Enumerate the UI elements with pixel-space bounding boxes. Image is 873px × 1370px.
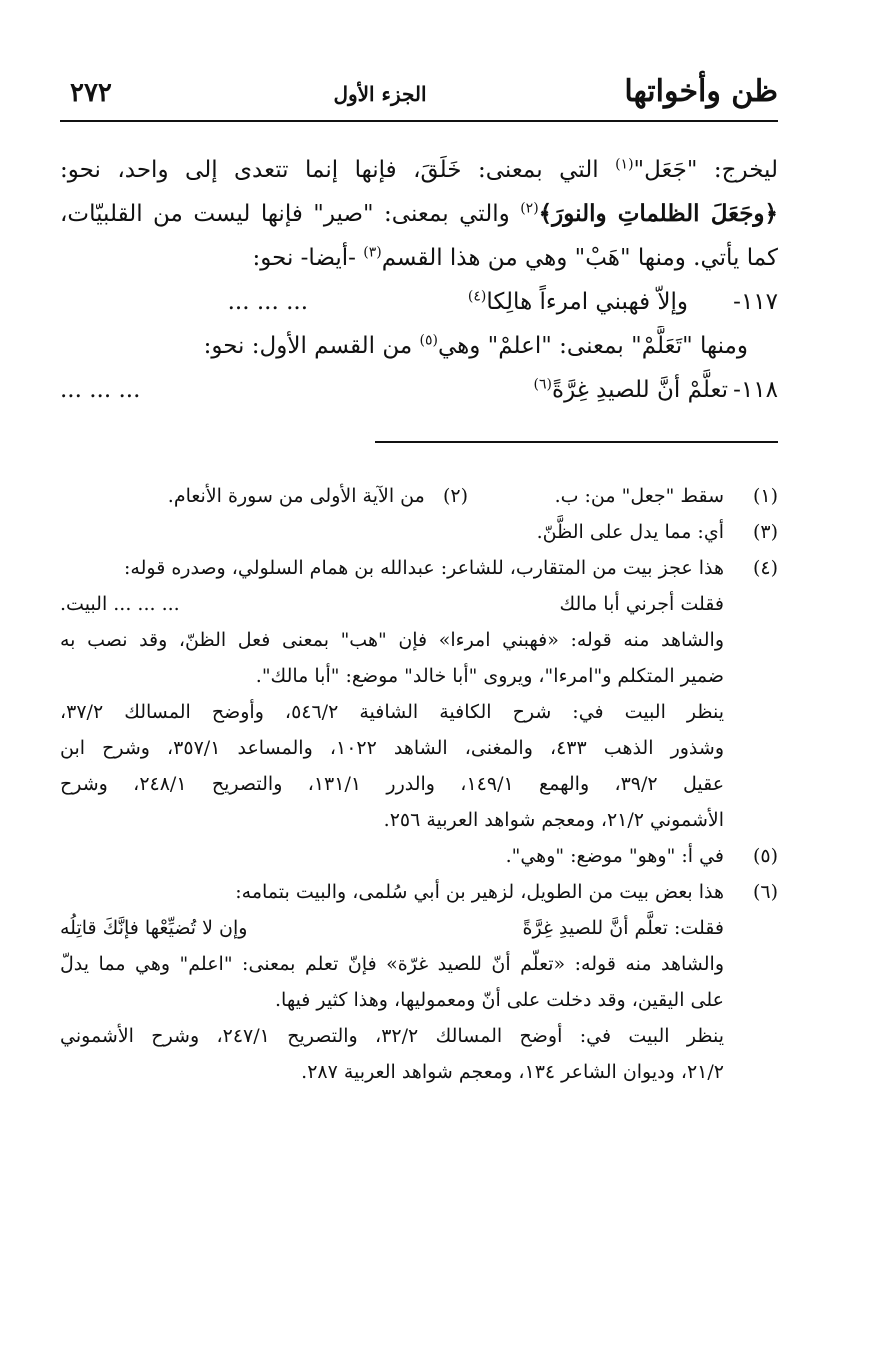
verse-number: ١١٧- xyxy=(733,289,778,315)
footnotes: (١) سقط "جعل" من: ب. (٢) من الآية الأولى من سورة الأنعام. (٣) أي: مما يدل على الظَّنّ. (٤) هذا عجز بيت من المتقارب، للشاعر: عبدالله بن همام السلولي، وصدره قوله: فقلت أجرني أبا مالك ... ... ... البيت. والشاهد منه قوله: «فهبني امرءا» فإن "هب" بمعنى فعل الظنّ، وقد نصب به ضمير المتكلم و"امرءا"، ويروى "أبا خالد" موضع: "أبا مالك". ينظر البيت في: شرح الكافية الشافية ٥٤٦/٢، وأوضح المسالك ٣٧/٢، وشذور الذهب ٤٣٣، والمغنى، الشاهد ١٠٢٢، والمساعد ٣٥٧/١، وشرح ابن عقيل ٣٩/٢، والهمع ١٤٩/١، والدرر ١٣١/١، والتصريح ٢٤٨/١، وشرح الأشموني ٢١/٢، ومعجم شواهد العربية ٢٥٦. (٥) في أ: "وهو" موضع: "وهي". (٦) هذا بعض بيت من الطويل، لزهير بن أبي سُلمى، والبيت بتمامه: فقلت: تعلَّم أنَّ للصيدِ غِرَّةً وإن لا تُضيِّعْها فإنَّكَ قاتِلُه والشاهد منه قوله: «تعلّم أنّ للصيد غرّة» فإنّ تعلم بمعنى: "اعلم" وهي مما يدلّ على اليقين، وقد دخلت على أنّ ومعموليها، وهذا كثير فيها. ينظر البيت في: أوضح المسالك ٣٢/٢، والتصريح ٢٤٧/١، وشرح الأشموني ٢١/٢، وديوان الشاعر ١٣٤، ومعجم شواهد العربية ٢٨٧. xyxy=(60,478,778,1090)
text-line: ليخرج: "جَعَل"$^{(١)}$ التي بمعنى: خَلَقَ، فإنها إنما تتعدى إلى واحد، نحو: xyxy=(60,156,778,183)
footnote-1-2: (١) سقط "جعل" من: ب. (٢) من الآية الأولى من سورة الأنعام. xyxy=(60,478,778,514)
footnote-4: (٤) هذا عجز بيت من المتقارب، للشاعر: عبدالله بن همام السلولي، وصدره قوله: xyxy=(60,550,778,586)
verse-ellipsis: ... ... ... xyxy=(60,377,141,403)
footnote-ref: (٤) xyxy=(467,288,487,305)
footnote-ref: (٢) xyxy=(520,200,539,217)
text-line: كما يأتي. ومنها "هَبْ" وهي من هذا القسم$^{(٣)}$ -أيضا- نحو: xyxy=(252,244,778,271)
footnote-verse: فقلت: تعلَّم أنَّ للصيدِ غِرَّةً وإن لا تُضيِّعْها فإنَّكَ قاتِلُه xyxy=(60,917,724,939)
footnote-verse: فقلت أجرني أبا مالك ... ... ... البيت. xyxy=(60,593,724,615)
text-line: ﴿وجَعَلَ الظلماتِ والنورَ﴾$^{(٢)}$ والتي بمعنى: "صير" فإنها ليست من القلبيّات، xyxy=(60,200,778,227)
verse-number: ١١٨- xyxy=(733,377,778,403)
footnote-ref: (٦) xyxy=(533,376,553,393)
footnote-6: (٦) هذا بعض بيت من الطويل، لزهير بن أبي سُلمى، والبيت بتمامه: xyxy=(60,874,778,910)
footnote-separator xyxy=(375,441,778,443)
page-number: ٢٧٢ xyxy=(70,78,112,108)
volume-label: الجزء الأول xyxy=(333,82,427,106)
verse-ellipsis: ... ... ... xyxy=(227,289,308,315)
footnote-5: (٥) في أ: "وهو" موضع: "وهي". xyxy=(60,838,778,874)
footnote-ref: (١) xyxy=(615,156,634,173)
footnote-ref: (٣) xyxy=(363,244,382,261)
verse-hemistich: وإلاّ فهبني امرءاً هالِكا$^{(٤)}$ xyxy=(467,288,688,315)
chapter-title: ظن وأخواتها xyxy=(624,74,778,109)
footnote-number: (٢) xyxy=(442,485,468,507)
main-text xyxy=(60,150,778,414)
text-line: ومنها "تَعَلَّمْ" بمعنى: "اعلمْ" وهي$^{(٥)}$ من القسم الأول: نحو: xyxy=(203,332,748,359)
verse-118 xyxy=(60,370,778,414)
footnote-3: (٣) أي: مما يدل على الظَّنّ. xyxy=(60,514,778,550)
footnote-number: (٣) xyxy=(752,521,778,543)
verse-117 xyxy=(60,282,778,326)
footnote-number: (٦) xyxy=(752,881,778,903)
footnote-number: (٥) xyxy=(752,845,778,867)
footnote-ref: (٥) xyxy=(419,332,438,349)
verse-hemistich: تعلَّمْ أنَّ للصيدِ غِرَّةً$^{(٦)}$ xyxy=(533,376,728,403)
footnote-number: (٤) xyxy=(752,557,778,579)
quran-quote: ﴿وجَعَلَ الظلماتِ والنورَ﴾ xyxy=(538,200,778,227)
page-header xyxy=(60,70,778,122)
footnote-number: (١) xyxy=(752,485,778,507)
